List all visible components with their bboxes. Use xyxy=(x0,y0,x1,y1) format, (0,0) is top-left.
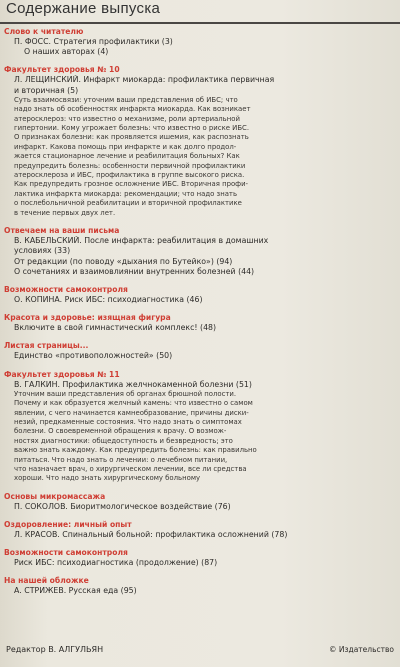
article-summary-line: Почему и как образуется желчный камень: что известно о самом xyxy=(14,399,253,408)
toc-section xyxy=(0,226,400,277)
section-title: Красота и здоровье: изящная фигура xyxy=(4,313,171,323)
article-summary-line: атеросклероз: что известно о механизме, роли артериальной xyxy=(14,114,240,123)
toc-entry: условиях (33) xyxy=(14,246,71,256)
toc-entry: От редакции (по поводу «дыхания по Бутейко») (94) xyxy=(14,256,233,266)
article-summary-line: ностях диагностики: общедоступность и безвредность; это xyxy=(14,436,233,445)
toc-section xyxy=(0,548,400,568)
article-summary-line: явлении, с чего начинается камнеобразование, причины диски- xyxy=(14,408,249,417)
toc-section xyxy=(0,65,400,218)
article-summary-line: предупредить болезнь: особенности первичной профилактики xyxy=(14,161,246,170)
article-summary-line: Как предупредить грозное осложнение ИБС. Вторичная профи- xyxy=(14,180,249,189)
article-summary-line: важно знать каждому. Как предупредить болезнь: как правильно xyxy=(14,446,257,455)
section-title: Основы микромассажа xyxy=(4,491,106,501)
article-summary-line: питаться. Что надо знать о лечении: о лечебном питании, xyxy=(14,455,228,464)
toc-entry: П. ФОСС. Стратегия профилактики (3) xyxy=(14,37,173,46)
section-title: На нашей обложке xyxy=(4,576,89,586)
toc-entry: Л. КРАСОВ. Спинальный больной: профилактика осложнений (78) xyxy=(14,529,288,539)
toc-entry: О наших авторах (4) xyxy=(24,47,109,57)
section-title: Слово к читателю xyxy=(4,27,84,36)
copyright-notice: © Издательство xyxy=(329,645,394,654)
toc-entry: О сочетаниях и взаимовлиянии внутренних болезней (44) xyxy=(14,266,255,276)
toc-section xyxy=(0,341,400,361)
article-summary-line: жается стационарное лечение и реабилитация больных? Как xyxy=(14,152,240,161)
article-summary-line: надо знать об особенностях инфаркта миокарда. Как возникает xyxy=(14,105,251,114)
section-title: Факультет здоровья № 10 xyxy=(4,65,120,75)
toc-section xyxy=(0,27,400,57)
toc-section xyxy=(0,492,400,512)
toc-entry: О. КОПИНА. Риск ИБС: психодиагностика (46) xyxy=(14,294,203,304)
section-title: Листая страницы... xyxy=(4,341,89,351)
article-summary-line: хороши. Что надо знать хирургическому больному xyxy=(14,474,201,483)
title-rule xyxy=(0,22,400,24)
toc-entry: В. КАБЕЛЬСКИЙ. После инфаркта: реабилитация в домашних xyxy=(14,236,269,246)
toc-section xyxy=(0,520,400,540)
section-title: Отвечаем на ваши письма xyxy=(4,226,120,236)
toc-section xyxy=(0,576,400,596)
editor-credit: Редактор В. АЛГУЛЬЯН xyxy=(6,645,104,654)
article-summary-line: Уточним ваши представления об органах брюшной полости. xyxy=(14,389,237,398)
article-summary-line: инфаркт. Какова помощь при инфаркте и как долго продол- xyxy=(14,142,237,151)
section-title: Возможности самоконтроля xyxy=(4,548,128,558)
toc-section xyxy=(0,285,400,305)
article-summary-line: О признаках болезни: как проявляется ишемия, как распознать xyxy=(14,133,249,142)
section-title: Возможности самоконтроля xyxy=(4,284,128,294)
toc-entry: Л. ЛЕЩИНСКИЙ. Инфаркт миокарда: профилактика первичная xyxy=(14,75,275,85)
article-summary-line: незий, предкаменные состояния. Что надо знать о симптомах xyxy=(14,417,242,426)
section-title: Оздоровление: личный опыт xyxy=(4,519,132,529)
section-title: Факультет здоровья № 11 xyxy=(4,369,120,379)
article-summary-line: гипертонии. Кому угрожает болезнь: что известно о риске ИБС. xyxy=(14,124,250,133)
toc-entry: В. ГАЛКИН. Профилактика желчнокаменной болезни (51) xyxy=(14,379,252,389)
page-title: Содержание выпуска xyxy=(6,0,161,17)
toc-entry: П. СОКОЛОВ. Биоритмологическое воздействие (76) xyxy=(14,501,231,511)
toc-content xyxy=(0,27,400,597)
article-summary-line: Суть взаимосвязи: уточним ваши представления об ИБС; что xyxy=(14,95,238,104)
toc-entry: Включите в свой гимнастический комплекс! (48) xyxy=(14,323,217,333)
footer xyxy=(0,645,400,661)
article-summary-line: лактика инфаркта миокарда: рекомендации; что надо знать xyxy=(14,189,238,198)
toc-entry: А. СТРИЖЕВ. Русская еда (95) xyxy=(14,586,137,596)
toc-entry: Риск ИБС: психодиагностика (продолжение) (87) xyxy=(14,558,218,568)
article-summary-line: что назначает врач, о хирургическом лечении, все ли средства xyxy=(14,464,247,473)
toc-section xyxy=(0,313,400,333)
toc-entry: и вторичная (5) xyxy=(14,85,79,95)
article-summary-line: о послебольничной реабилитации и вторичной профилактике xyxy=(14,199,242,208)
toc-entry: Единство «противоположностей» (50) xyxy=(14,351,173,361)
toc-section xyxy=(0,370,400,484)
article-summary-line: атеросклероза и ИБС, профилактика в группе высокого риска. xyxy=(14,171,245,180)
article-summary-line: болезни. О своевременной обращения к врачу. О возмож- xyxy=(14,427,227,436)
article-summary-line: в течение первых двух лет. xyxy=(14,208,116,217)
